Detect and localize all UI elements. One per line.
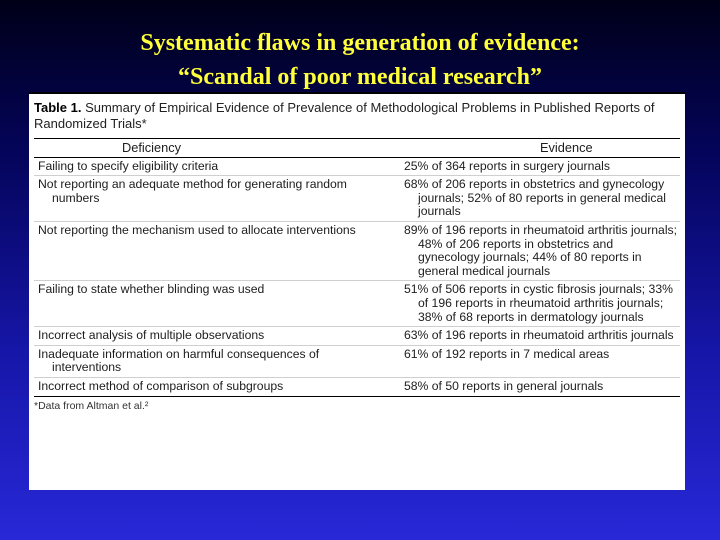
deficiency-cell: Not reporting the mechanism used to allocate interventions (38, 222, 356, 237)
table-row (34, 377, 680, 396)
table-caption-text: Summary of Empirical Evidence of Prevalence of Methodological Problems in Published Reports of Randomized Trials* (34, 100, 655, 131)
table-row (34, 157, 680, 176)
slide-title-line-1: Systematic flaws in generation of evidence: (140, 30, 580, 56)
evidence-cell: 51% of 506 reports in cystic fibrosis journals; 33% of 196 reports in rheumatoid arthritis journals; 38% of 68 reports in dermatology journals (404, 282, 673, 324)
table-row (34, 221, 680, 280)
header-evidence: Evidence (382, 139, 680, 158)
evidence-cell: 89% of 196 reports in rheumatoid arthritis journals; 48% of 206 reports in obstetrics and gynecology journals; 44% of 80 reports in general medical journals (404, 222, 678, 278)
evidence-cell: 58% of 50 reports in general journals (404, 378, 604, 393)
header-deficiency: Deficiency (34, 139, 382, 158)
table-figure (29, 92, 685, 490)
slide-title (0, 26, 720, 94)
table-caption-label: Table 1. (34, 100, 82, 115)
methodological-problems-table (34, 138, 680, 397)
table-header-row (34, 139, 680, 158)
evidence-cell: 61% of 192 reports in 7 medical areas (404, 346, 610, 361)
evidence-cell: 68% of 206 reports in obstetrics and gynecology journals; 52% of 80 reports in general medical journals (404, 177, 666, 219)
table-caption (34, 100, 680, 132)
deficiency-cell: Failing to state whether blinding was used (38, 282, 265, 297)
slide-title-line-2: “Scandal of poor medical research” (178, 64, 542, 90)
deficiency-cell: Inadequate information on harmful consequences of interventions (38, 346, 320, 375)
deficiency-cell: Incorrect method of comparison of subgroups (38, 378, 284, 393)
table-footnote: *Data from Altman et al.² (34, 399, 149, 412)
evidence-cell: 25% of 364 reports in surgery journals (404, 158, 610, 173)
table-row (34, 345, 680, 377)
deficiency-cell: Failing to specify eligibility criteria (38, 158, 219, 173)
table-row (34, 176, 680, 222)
table-row (34, 281, 680, 327)
deficiency-cell: Not reporting an adequate method for generating random numbers (38, 177, 347, 205)
table-row (34, 327, 680, 346)
evidence-cell: 63% of 196 reports in rheumatoid arthritis journals (404, 328, 674, 343)
deficiency-cell: Incorrect analysis of multiple observations (38, 328, 265, 343)
